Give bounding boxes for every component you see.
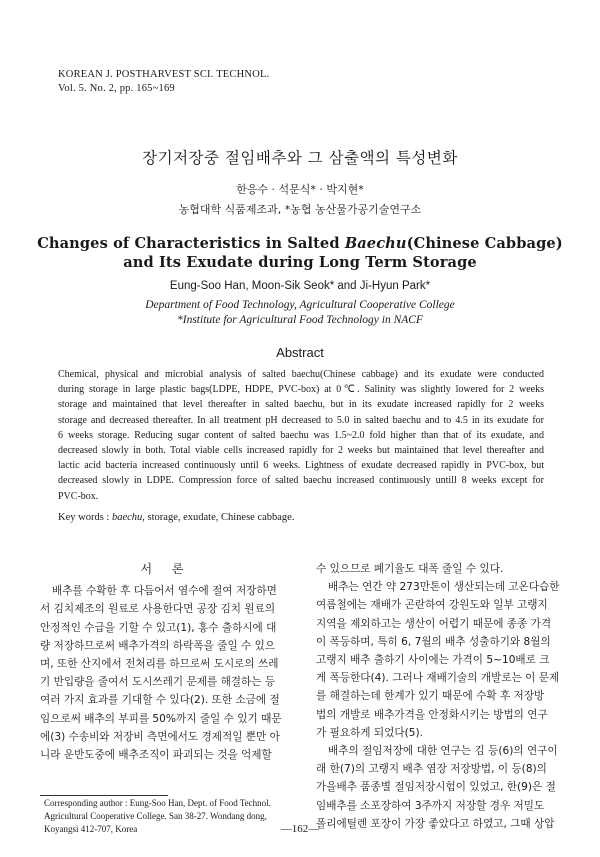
keyword-italic: baechu: [111, 512, 143, 523]
body-text-line: 를 해결하는데 한계가 있기 때문에 수확 후 저장방: [316, 690, 545, 703]
body-text-line: 배추의 절임저장에 대한 연구는 김 등(6)의 연구이: [328, 745, 558, 758]
body-text-line: 폴리에틸렌 포장이 가장 좋았다고 하였고, 그때 상압: [316, 817, 555, 830]
abstract-line: storage and decreased thereafter. In all treatment pH decreased to 5.0 in salted baechu and to 4.5 in its exudate for: [58, 414, 544, 426]
abstract-line: lactic acid bacteria increased continuously until 6 weeks. Lightness of exudate decreased rapidly in PVC-box, but: [58, 460, 544, 472]
body-text-line: 이 폭등하며, 특히 6, 7월의 배추 성출하기와 8월의: [316, 635, 551, 648]
body-text-line: 량 저장하므로써 배추가격의 하락폭을 줄일 수 있으: [40, 639, 276, 652]
korean-authors: 한응수 · 석문식* · 박지현*: [236, 183, 364, 196]
right-column: [316, 560, 568, 833]
english-affiliation: [0, 298, 600, 328]
affiliation-line: *Institute for Agricultural Food Technology in NACF: [177, 314, 423, 326]
body-text-line: 에(3) 수송비와 저장비 측면에서도 경제적일 뿐만 아: [40, 730, 280, 743]
abstract-line: decreased slowly in both. Total viable cells increased rapidly for 2 weeks but maintained that level thereafter and: [58, 445, 544, 457]
body-text-line: 며, 또한 산지에서 전처리를 하므로써 도시로의 쓰레: [40, 658, 279, 671]
body-text-line: 니라 운반도중에 배추조직이 파괴되는 것을 억제할: [40, 749, 272, 762]
body-text-line: 임배추를 소포장하여 3주까지 저장할 경우 저밀도: [316, 799, 545, 812]
english-title: [30, 234, 570, 272]
body-text-line: 가을배추 품종별 절임저장시험이 있었고, 한(9)은 절: [316, 781, 556, 794]
body-text-line: 서 김치제조의 원료로 사용한다면 공장 김치 원료의: [40, 603, 276, 616]
korean-affiliation: 농협대학 식품제조과, *농협 농산물가공기술연구소: [178, 203, 422, 216]
affiliation-line: Department of Food Technology, Agricultural Cooperative College: [145, 299, 455, 311]
body-text-line: 안정적인 수급을 기할 수 있고(1), 홍수 출하시에 대: [40, 621, 277, 634]
footnote-line: Corresponding author : Eung-Soo Han, Dept. of Food Technol.: [44, 798, 271, 808]
body-text-line: 게 폭등한다(4). 그러나 재배기술의 개발로는 이 문제: [316, 672, 560, 685]
body-text-line: 수 있으므로 폐기율도 대폭 줄일 수 있다.: [316, 563, 504, 575]
english-authors: Eung-Soo Han, Moon-Sik Seok* and Ji-Hyun Park*: [169, 280, 431, 292]
body-text-line: 래 한(7)의 고랭지 배추 염장 저장방법, 이 등(8)의: [316, 763, 547, 776]
keywords-rest: , storage, exudate, Chinese cabbage.: [142, 512, 295, 523]
footnote-divider: [40, 795, 168, 796]
body-text-line: 가 필요하게 되었다(5).: [316, 726, 423, 739]
footnote-line: Agricultural Cooperative College. San 38-27. Wondang dong,: [44, 811, 267, 821]
footnote-line: Koyangsi 412-707, Korea: [44, 824, 138, 834]
keywords: [58, 512, 294, 523]
abstract-line: during storage in large plastic bags(LDPE, HDPE, PVC-box) at 0℃. Salinity was slightly lowered for 2 weeks: [58, 384, 544, 396]
body-text-line: 여름철에는 재배가 곤란하여 강원도와 일부 고랭지: [316, 599, 548, 612]
abstract-heading: Abstract: [276, 345, 324, 360]
journal-header: [58, 68, 269, 96]
body-text-line: 법의 개발로 배추가격을 안정화시키는 방법의 연구: [316, 708, 548, 721]
abstract-line: storage and maintained that level thereafter in salted baechu, but in its exudate increased rapidly for 2 weeks: [58, 399, 544, 411]
body-text-line: 배추를 수확한 후 다듬어서 염수에 절여 저장하면: [52, 585, 277, 598]
body-text-line: 임으로써 배추의 부피를 50%까지 줄일 수 있기 때문: [40, 712, 282, 725]
english-title-part: Changes of Characteristics in Salted: [37, 235, 345, 252]
body-text-line: 여러 가지 효과를 기대할 수 있다(2). 또한 소금에 절: [40, 694, 280, 707]
abstract-body: [58, 367, 544, 504]
keywords-label: Key words :: [58, 512, 112, 523]
english-title-part: (Chinese Cabbage): [406, 235, 563, 252]
english-title-line2: and Its Exudate during Long Term Storage: [123, 254, 477, 271]
left-column: [40, 560, 292, 764]
korean-title: 장기저장중 절임배추와 그 삼출액의 특성변화: [142, 149, 458, 167]
english-title-italic: Baechu: [344, 235, 407, 252]
page-number: —162—: [280, 823, 320, 835]
body-text-line: 기 반입량을 줄여서 도시쓰레기 문제를 해결하는 등: [40, 676, 276, 689]
body-text-line: 지역을 제외하고는 생산이 어렵기 때문에 종종 가격: [316, 617, 552, 630]
abstract-line: decreased slowly in LDPE. Compression force of salted baechu increased continuously untill 8 weeks except for: [58, 475, 544, 487]
body-text-line: 배추는 연간 약 273만톤이 생산되는데 고온다습한: [328, 581, 560, 594]
abstract-line: Chemical, physical and microbial analysis of salted baechu(Chinese cabbage) and its exudate were conducted: [58, 369, 544, 380]
abstract-line: PVC-box.: [58, 490, 99, 502]
section-heading-introduction: 서 론: [140, 562, 192, 576]
journal-name: KOREAN J. POSTHARVEST SCI. TECHNOL.: [58, 69, 270, 80]
abstract-line: 6 weeks storage. Reducing sugar content of salted baechu was 1.5~2.0 fold higher than that of its exudate, and: [58, 429, 544, 441]
body-text-line: 고랭지 배추 출하기 사이에는 가격이 5~10배로 크: [316, 654, 550, 667]
journal-volume: Vol. 5. No. 2, pp. 165~169: [58, 83, 175, 94]
